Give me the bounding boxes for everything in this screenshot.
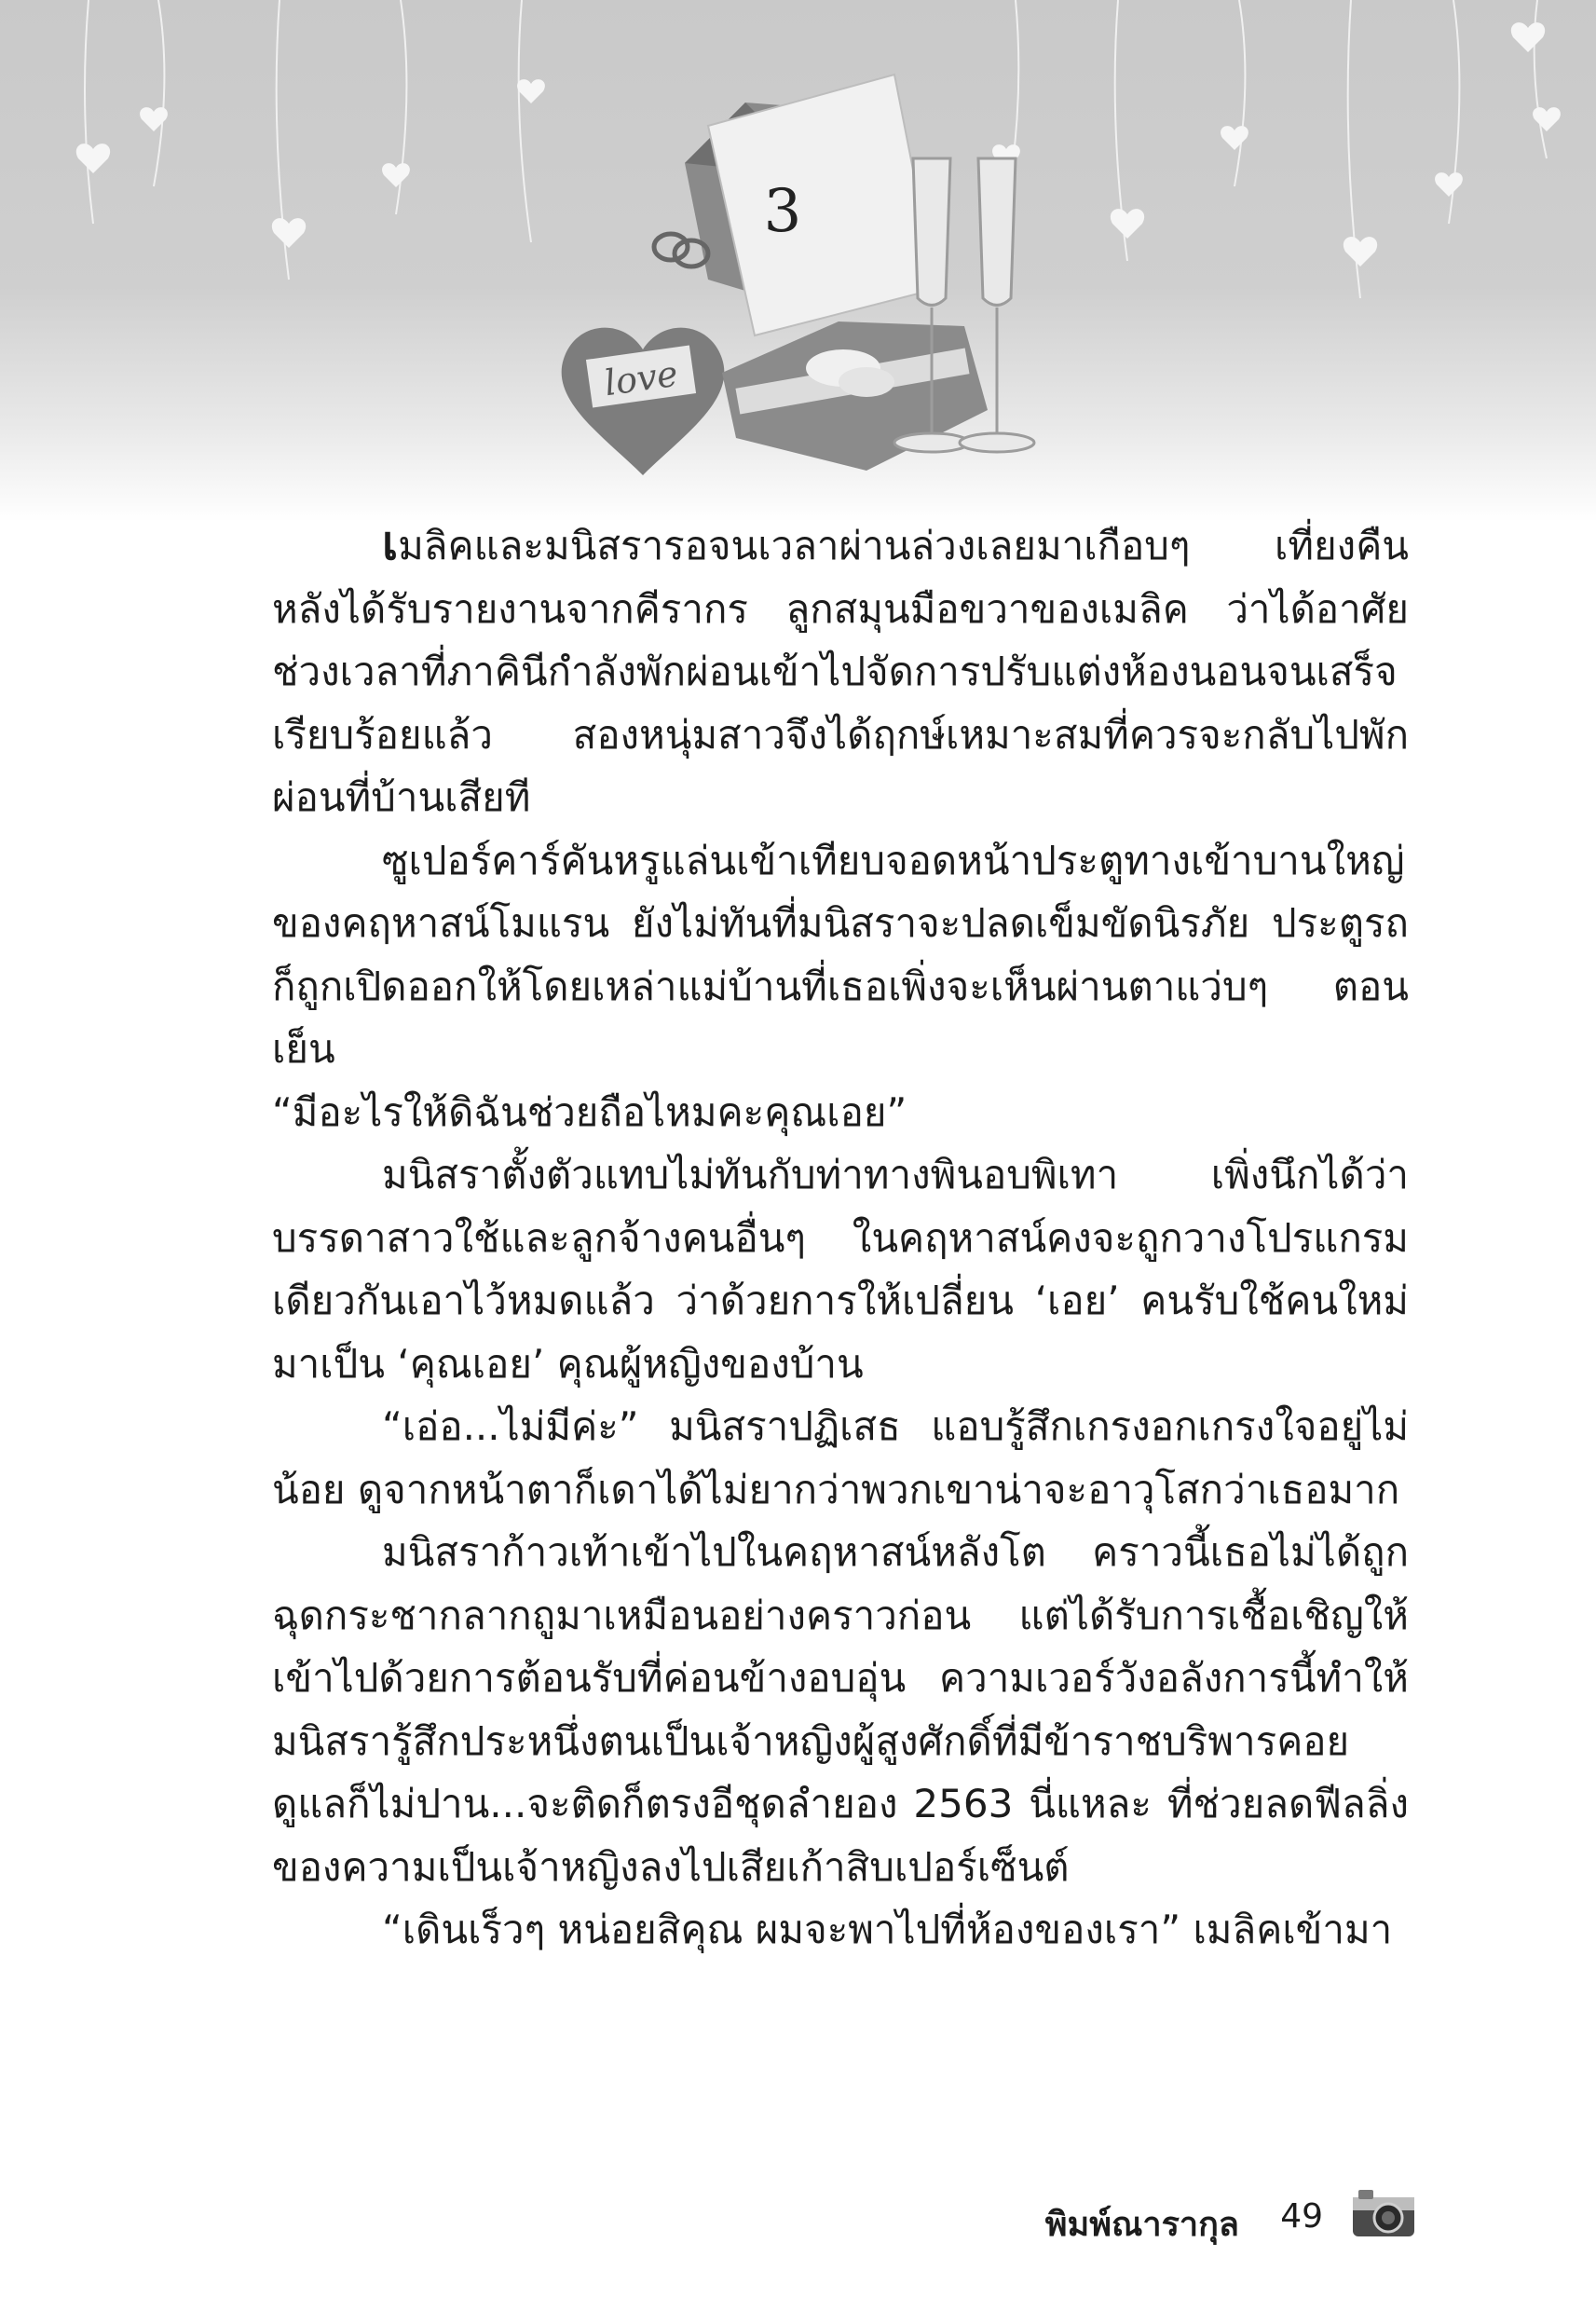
paragraph-5: “เอ่อ...ไม่มีค่ะ” มนิสราปฏิเสธ แอบรู้สึกเกรงอกเกรงใจอยู่ไม่น้อย ดูจากหน้าตาก็เดาได้ไม่ยากว่าพวกเขาน่าจะอาวุโสกว่าเธอมาก: [272, 1403, 1409, 1512]
running-title: พิมพ์ณารากุล: [1044, 2206, 1239, 2244]
paragraph-4: มนิสราตั้งตัวแทบไม่ทันกับท่าทางพินอบพิเทา เพิ่งนึกได้ว่าบรรดาสาวใช้และลูกจ้างคนอื่นๆ ในคฤหาสน์คงจะถูกวางโปรแกรมเดียวกันเอาไว้หมดแล้ว ว่าด้วยการให้เปลี่ยน ‘เอย’ คนรับใช้คนใหม่มาเป็น ‘คุณเอย’ คุณผู้หญิงของบ้าน: [272, 1152, 1409, 1387]
page-footer: [932, 2181, 1416, 2255]
page-number: 49: [1280, 2197, 1323, 2236]
chapter-header-illustration: [0, 0, 1596, 522]
paragraph-2: ซูเปอร์คาร์คันหรูแล่นเข้าเทียบจอดหน้าประตูทางเข้าบานใหญ่ของคฤหาสน์โมแรน ยังไม่ทันที่มนิสราจะปลดเข็มขัดนิรภัย ประตูรถก็ถูกเปิดออกให้โดยเหล่าแม่บ้านที่เธอเพิ่งจะเห็นผ่านตาแว่บๆ ตอนเย็น: [272, 837, 1409, 1072]
paragraph-text: มลิคและมนิสรารอจนเวลาผ่านล่วงเลยมาเกือบๆ เที่ยงคืน หลังได้รับรายงานจากคีรากร ลูกสมุนมือขวาของเมลิค ว่าได้อาศัยช่วงเวลาที่ภาคินีกำลังพักผ่อนเข้าไปจัดการปรับแต่งห้องนอนจนเสร็จเรียบร้อยแล้ว สองหนุ่มสาวจึงได้ฤกษ์เหมาะสมที่ควรจะกลับไปพักผ่อนที่บ้านเสียที: [272, 523, 1409, 820]
camera-icon: [1351, 2184, 1416, 2240]
decorative-hearts-background: [0, 0, 1596, 522]
paragraph-7: “เดินเร็วๆ หน่อยสิคุณ ผมจะพาไปที่ห้องของเรา” เมลิคเข้ามา: [382, 1907, 1393, 1952]
heart-icon: [562, 328, 725, 475]
love-tag-label: love: [601, 352, 681, 404]
paragraph-3: “มีอะไรให้ดิฉันช่วยถือไหมคะคุณเอย”: [272, 1088, 907, 1135]
chapter-body-text: [272, 513, 1409, 1962]
drop-cap: เ: [382, 516, 399, 570]
paragraph-1: [272, 513, 1409, 829]
chapter-number: 3: [763, 177, 802, 246]
paragraph-6: มนิสราก้าวเท้าเข้าไปในคฤหาสน์หลังโต คราวนี้เธอไม่ได้ถูกฉุดกระชากลากถูมาเหมือนอย่างคราวก่อน แต่ได้รับการเชื้อเชิญให้เข้าไปด้วยการต้อนรับที่ค่อนข้างอบอุ่น ความเวอร์วังอลังการนี้ทำให้มนิสรารู้สึกประหนึ่งตนเป็นเจ้าหญิงผู้สูงศักดิ์ที่มีข้าราชบริพารคอยดูแลก็ไม่ปาน...จะติดก็ตรงอีชุดลำยอง 2563 นี่แหละ ที่ช่วยลดฟีลลิ่งของความเป็นเจ้าหญิงลงไปเสียเก้าสิบเปอร์เซ็นต์: [272, 1529, 1409, 1890]
